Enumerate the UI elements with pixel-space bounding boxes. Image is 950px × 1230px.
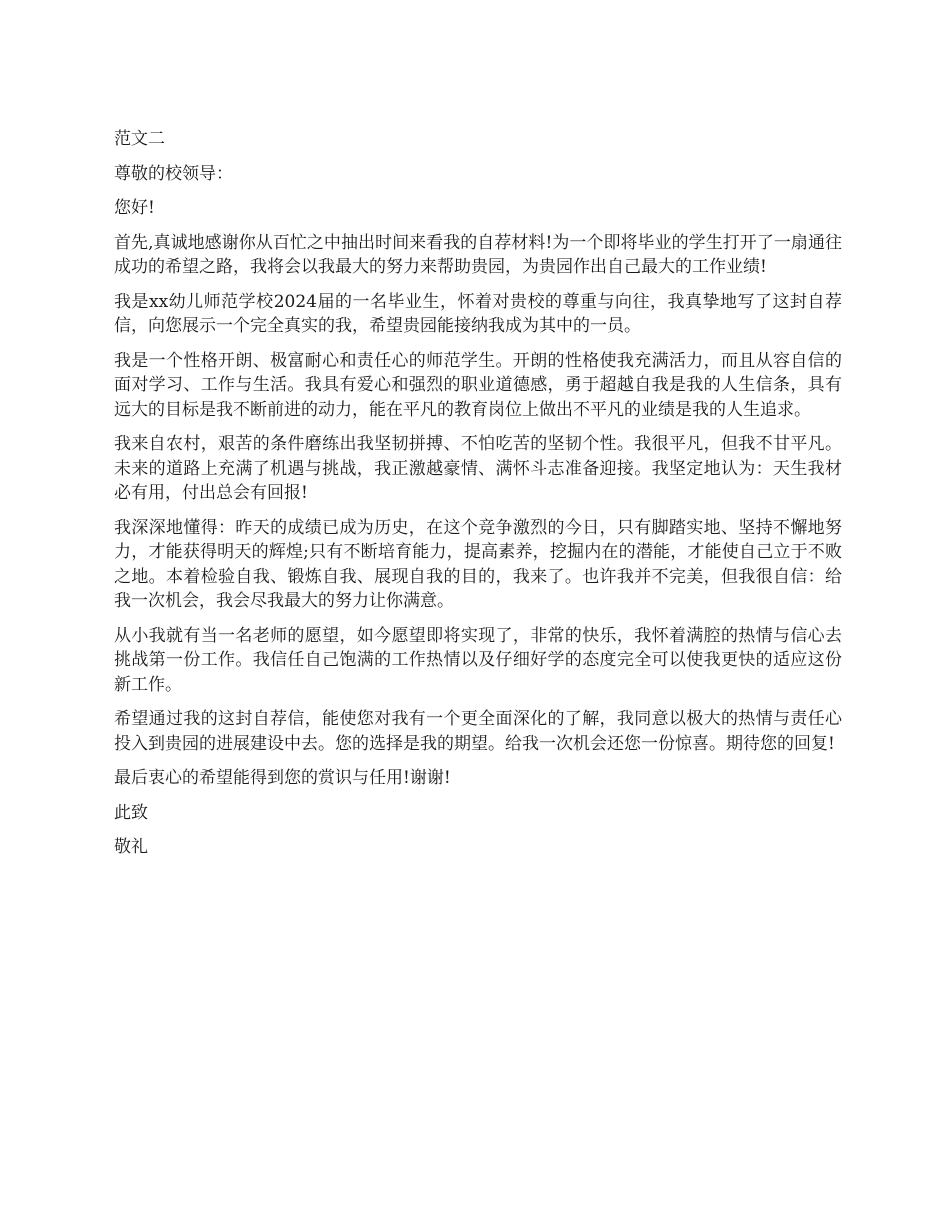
paragraph-4: 我来自农村，艰苦的条件磨练出我坚韧拼搏、不怕吃苦的坚韧个性。我很平凡，但我不甘平凡。未来的道路上充满了机遇与挑战，我正激越豪情、满怀斗志准备迎接。我坚定地认为：天生我材必有用，付出总会有回报! [114,434,842,503]
document-heading: 范文二 [114,129,165,149]
paragraph-6: 从小我就有当一名老师的愿望，如今愿望即将实现了，非常的快乐，我怀着满腔的热情与信心去挑战第一份工作。我信任自己饱满的工作热情以及仔细好学的态度完全可以使我更快的适应这份新工作。 [114,625,842,695]
paragraph-7: 希望通过我的这封自荐信，能使您对我有一个更全面深化的了解，我同意以极大的热情与责任心投入到贵园的进展建设中去。您的选择是我的期望。给我一次机会还您一份惊喜。期待您的回复! [114,709,842,754]
greeting: 您好! [114,198,155,218]
paragraph-8: 最后衷心的希望能得到您的赏识与任用!谢谢! [114,768,451,788]
closing-line-2: 敬礼 [114,837,148,857]
paragraph-2: 我是xx幼儿师范学校2024届的一名毕业生，怀着对贵校的尊重与向往，我真挚地写了这封自荐信，向您展示一个完全真实的我，希望贵园能接纳我成为其中的一员。 [114,291,842,336]
closing-line-1: 此致 [114,802,148,823]
letter-body [114,127,842,870]
paragraph-3: 我是一个性格开朗、极富耐心和责任心的师范学生。开朗的性格使我充满活力，而且从容自信的面对学习、工作与生活。我具有爱心和强烈的职业道德感，勇于超越自我是我的人生信条，具有远大的目标是我不断前进的动力，能在平凡的教育岗位上做出不平凡的业绩是我的人生追求。 [114,350,842,420]
salutation: 尊敬的校领导： [114,163,233,184]
paragraph-5: 我深深地懂得：昨天的成绩已成为历史，在这个竞争激烈的今日，只有脚踏实地、坚持不懈地努力，才能获得明天的辉煌;只有不断培育能力，提高素养，挖掘内在的潜能，才能使自己立于不败之地。本着检验自我、锻炼自我、展现自我的目的，我来了。也许我并不完美，但我很自信：给我一次机会，我会尽我最大的努力让你满意。 [114,517,842,611]
paragraph-1: 首先,真诚地感谢你从百忙之中抽出时间来看我的自荐材料!为一个即将毕业的学生打开了一扇通往成功的希望之路，我将会以我最大的努力来帮助贵园，为贵园作出自己最大的工作业绩! [114,232,842,277]
